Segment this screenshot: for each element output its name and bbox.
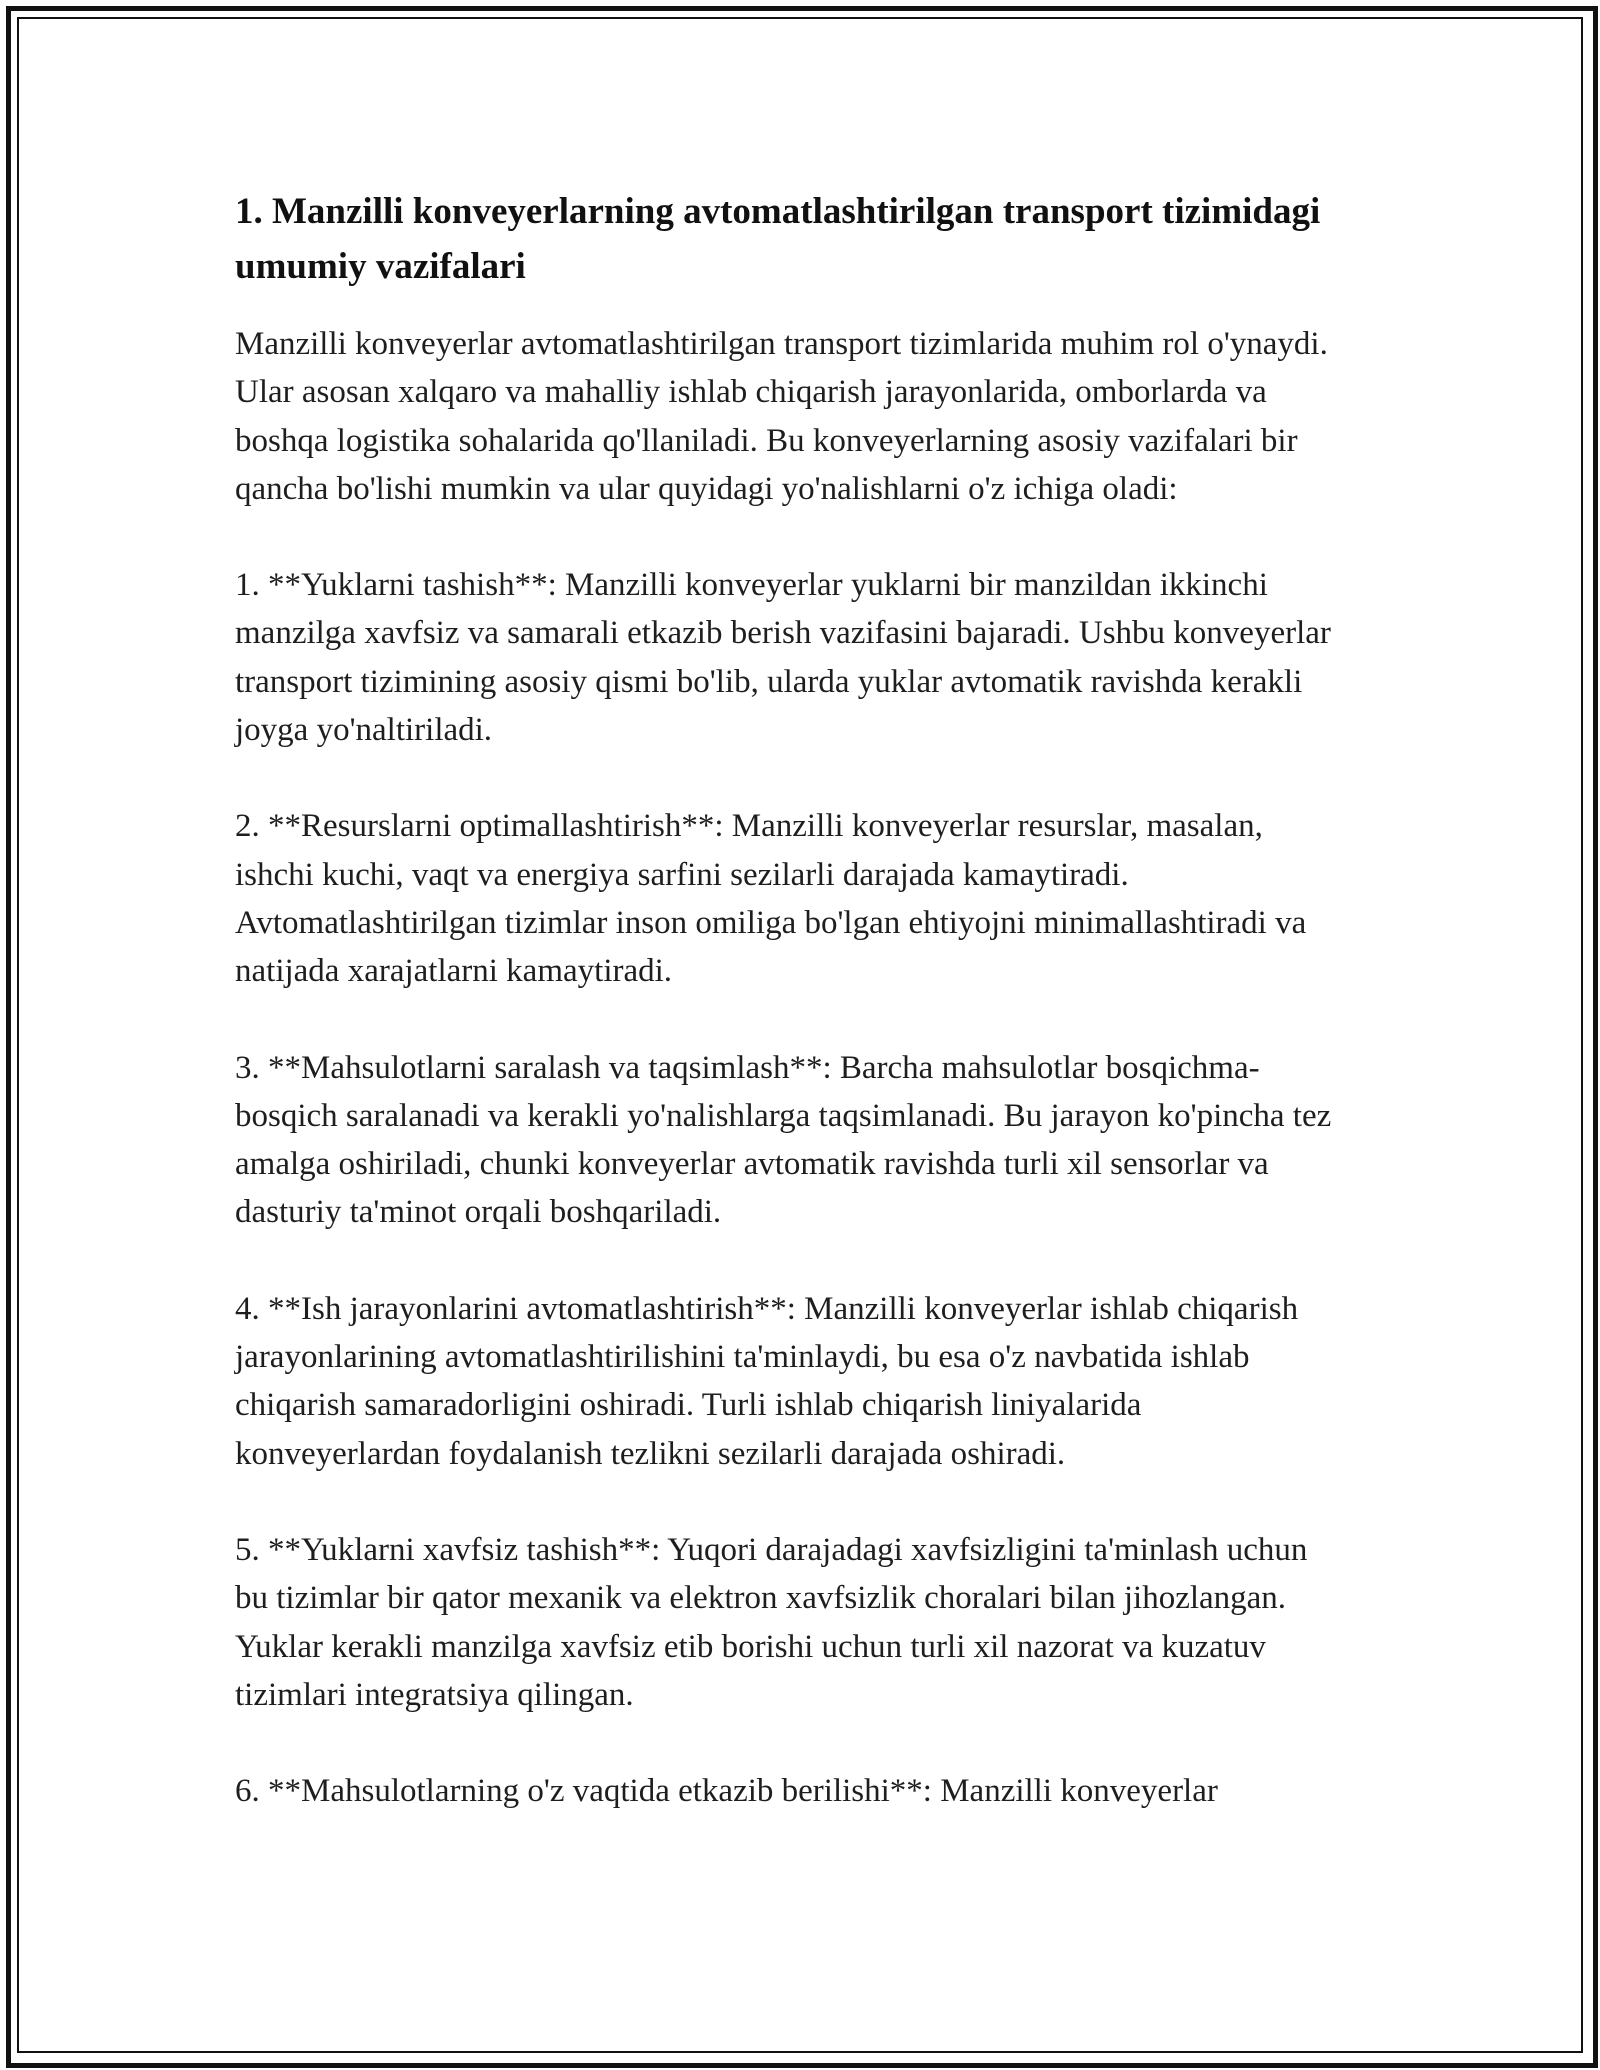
list-item-paragraph: 5. **Yuklarni xavfsiz tashish**: Yuqori darajadagi xavfsizligini ta'minlash uchun bu tizimlar bir qator mexanik va elektron xavfsizlik choralari bilan jihozlangan. Yuklar kerakli manzilga xavfsiz etib borishi uchun turli xil nazorat va kuzatuv tizimlari integratsiya qilingan. <box>235 1531 1308 1713</box>
list-item-paragraph: 6. **Mahsulotlarning o'z vaqtida etkazib berilishi**: Manzilli konveyerlar <box>235 1773 1218 1810</box>
list-item-paragraph: 2. **Resurslarni optimallashtirish**: Manzilli konveyerlar resurslar, masalan, ishchi kuchi, vaqt va energiya sarfini sezilarli darajada kamaytiradi. Avtomatlashtirilgan tizimlar inson omiliga bo'lgan ehtiyojni minimallashtiradi va natijada xarajatlarni kamaytiradi. <box>235 808 1307 990</box>
section-heading: 1. Manzilli konveyerlarning avtomatlashtirilgan transport tizimidagi umumiy vazifalari <box>235 191 1321 287</box>
list-item-paragraph: 4. **Ish jarayonlarini avtomatlashtirish**: Manzilli konveyerlar ishlab chiqarish jarayonlarining avtomatlashtirilishini ta'minlaydi, bu esa o'z navbatida ishlab chiqarish samaradorligini oshiradi. Turli ishlab chiqarish liniyalarida konveyerlardan foydalanish tezlikni sezilarli darajada oshiradi. <box>235 1290 1299 1472</box>
list-item-paragraph: 3. **Mahsulotlarni saralash va taqsimlash**: Barcha mahsulotlar bosqichma-bosqich saralanadi va kerakli yo'nalishlarga taqsimlanadi. Bu jarayon ko'pincha tez amalga oshiriladi, chunki konveyerlar avtomatik ravishda turli xil sensorlar va dasturiy ta'minot orqali boshqariladi. <box>235 1049 1332 1231</box>
list-item-paragraph: 1. **Yuklarni tashish**: Manzilli konveyerlar yuklarni bir manzildan ikkinchi manzilga xavfsiz va samarali etkazib berish vazifasini bajaradi. Ushbu konveyerlar transport tizimining asosiy qismi bo'lib, ularda yuklar avtomatik ravishda kerakli joyga yo'naltiriladi. <box>235 567 1331 749</box>
intro-paragraph: Manzilli konveyerlar avtomatlashtirilgan transport tizimlarida muhim rol o'ynaydi. Ular asosan xalqaro va mahalliy ishlab chiqarish jarayonlarida, omborlarda va boshqa logistika sohalarida qo'llaniladi. Bu konveyerlarning asosiy vazifalari bir qancha bo'lishi mumkin va ular quyidagi yo'nalishlarni o'z ichiga oladi: <box>235 326 1328 507</box>
document-body <box>235 184 1345 1863</box>
